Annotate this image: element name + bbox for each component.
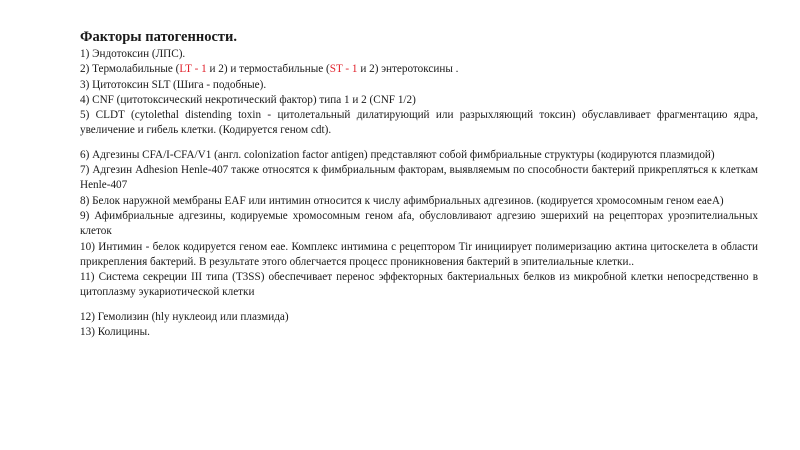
item-2-st1-highlight: ST - 1 <box>329 63 358 76</box>
item-5-cldt: 5) CLDT (cytolethal distending toxin - цитолетальный дилатирующий или разрыхляющий токсин) обуславливает фрагментацию ядра, увеличение и гибель клетки. (Кодируется геном cdt). <box>80 109 758 137</box>
paragraph-gap <box>80 139 758 148</box>
item-12-hemolysin: 12) Гемолизин (hly нуклеоид или плазмида) <box>80 310 289 323</box>
paragraph-gap <box>80 301 758 310</box>
item-8-eaf-protein: 8) Белок наружной мембраны EAF или интимин относится к числу афимбриальных адгезинов. (кодируется хромосомным геном eaeA) <box>80 194 724 207</box>
item-3-cytotoxin: 3) Цитотоксин SLT (Шига - подобные). <box>80 78 267 91</box>
item-2-text-a: 2) Термолабильные ( <box>80 63 180 76</box>
item-10-intimin: 10) Интимин - белок кодируется геном eae. Комплекс интимина с рецептором Tir инициирует полимеризацию актина цитоскелета в области прикрепления бактерий. В результате этого облегчается процесс проникновения бактерий в эпителиальные клетки.. <box>80 240 758 268</box>
item-11-t3ss: 11) Система секреции III типа (T3SS) обеспечивает перенос эффекторных бактериальных белков из микробной клетки непосредственно в цитоплазму эукариотической клетки <box>80 271 758 299</box>
item-2-lt1-highlight: LT - 1 <box>179 63 207 76</box>
item-2-text-c: и 2) и термостабильные ( <box>206 63 330 76</box>
slide-content <box>80 28 758 340</box>
slide-title: Факторы патогенности. <box>80 29 237 45</box>
item-4-cnf: 4) CNF (цитотоксический некротический фактор) типа 1 и 2 (CNF 1/2) <box>80 93 416 106</box>
item-13-colicins: 13) Колицины. <box>80 326 150 339</box>
item-2-text-e: и 2) энтеротоксины . <box>357 63 459 76</box>
item-2-enterotoxins <box>80 62 758 77</box>
item-7-henle-adhesin: 7) Адгезин Adhesion Henle-407 также относятся к фимбриальным факторам, выявляемым по способности бактерий прикрепляться к клеткам Henle-407 <box>80 164 758 192</box>
item-1-endotoxin: 1) Эндотоксин (ЛПС). <box>80 48 186 60</box>
item-6-cfa-adhesins: 6) Адгезины CFA/I-CFA/V1 (англ. colonization factor antigen) представляют собой фимбриальные структуры (кодируются плазмидой) <box>80 148 715 161</box>
item-9-afa-adhesins: 9) Афимбриальные адгезины, кодируемые хромосомным геном afa, обусловливают адгезию эшерихий на рецепторах уроэпителиальных клеток <box>80 209 758 238</box>
